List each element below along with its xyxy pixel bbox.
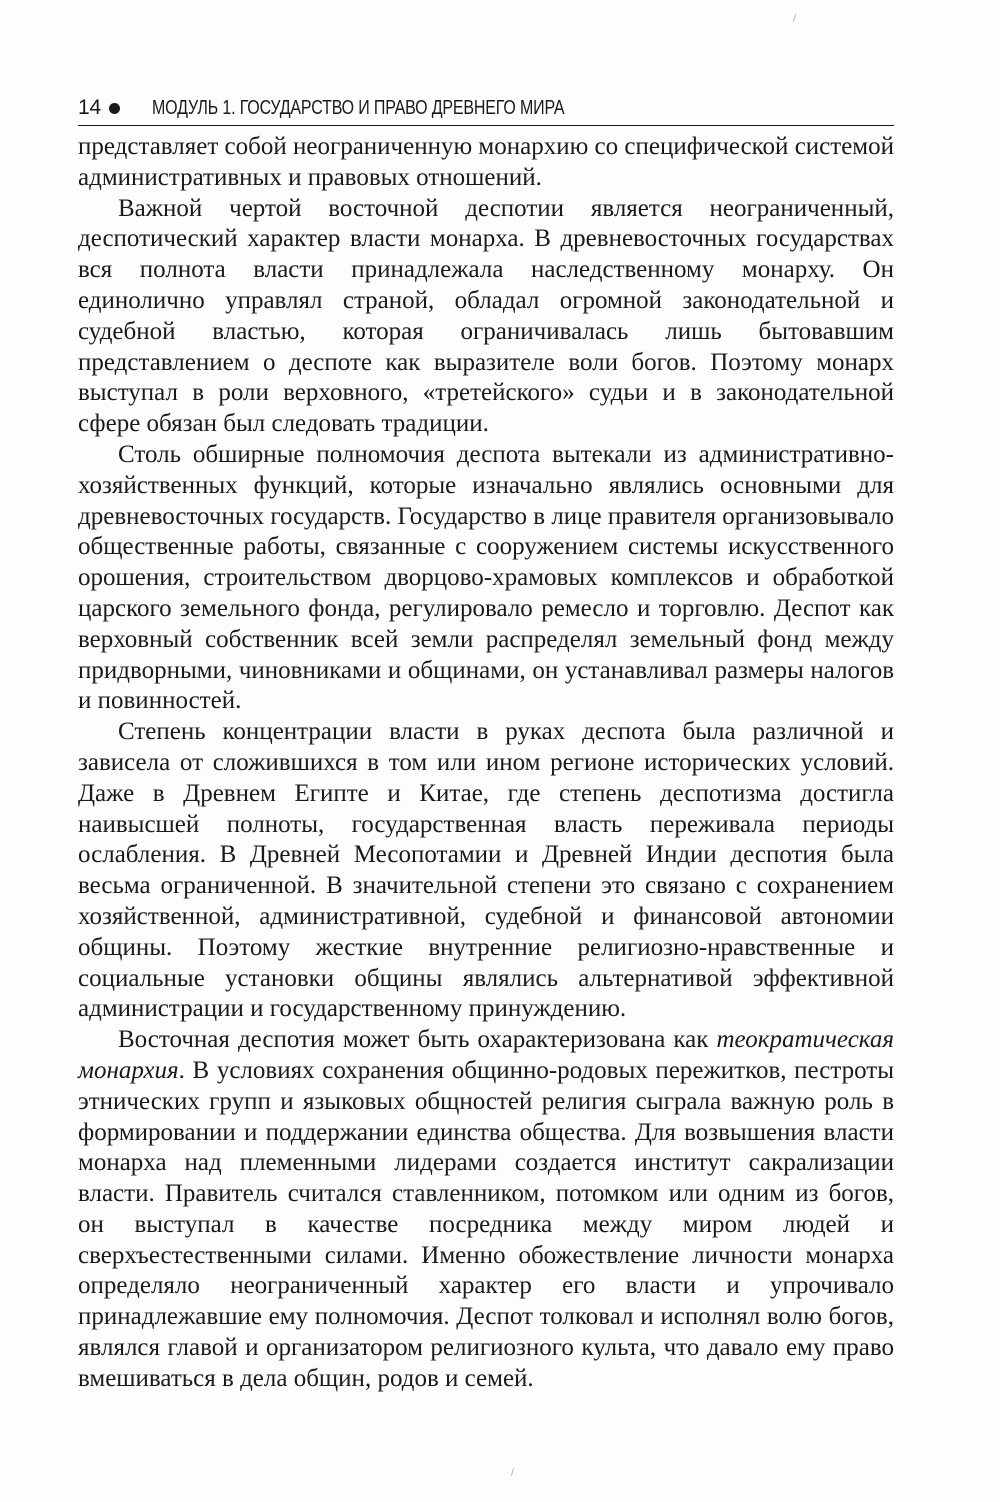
scan-speck — [793, 14, 796, 22]
paragraph: Степень концентрации власти в руках деспота была различной и зависела от сложившихся в том или ином регионе исторических условий. Даже в Древнем Египте и Китае, где степень деспотизма достигла наивысшей полноты, государственная власть переживала периоды ослабления. В Древней Месопотамии и Древней Индии деспотия была весьма ограниченной. В значительной степени это связано с сохранением хозяйственной, административной, судебной и финансовой автономии общины. Поэтому жесткие внутренние религиозно-нравственные и социальные установки общины являлись альтернативой эффективной администрации и государственному принуждению. — [78, 718, 894, 1023]
running-header-title: МОДУЛЬ 1. ГОСУДАРСТВО И ПРАВО ДРЕВНЕГО МИРА — [151, 96, 565, 119]
body-text — [78, 132, 894, 1395]
page-number: 14 — [78, 96, 101, 119]
paragraph — [78, 1025, 894, 1395]
paragraph: Столь обширные полномочия деспота вытекали из административно-хозяйственных функций, которые изначально являлись основными для древневосточных государств. Государство в лице правителя организовывало общественные работы, связанные с сооружением системы искусственного орошения, строительством дворцово-храмовых комплексов и обработкой царского земельного фонда, регулировало ремесло и торговлю. Деспот как верховный собственник всей земли распределял земельный фонд между придворными, чиновниками и общинами, он устанавливал размеры налогов и повинностей. — [78, 440, 895, 715]
scan-speck — [511, 1468, 514, 1476]
paragraph: Важной чертой восточной деспотии является неограниченный, деспотический характер власти монарха. В древневосточных государствах вся полнота власти принадлежала наследственному монарху. Он единолично управлял страной, обладал огромной законодательной и судебной властью, которая ограничивалась лишь бытовавшим представлением о деспоте как выразителе воли богов. Поэтому монарх выступал в роли верховного, «третейского» судьи и в законодательной сфере обязан был следовать традиции. — [78, 194, 894, 438]
bullet-icon — [109, 103, 120, 114]
emphasis-term: теократическая монархия — [78, 1026, 894, 1084]
paragraph-continued: представляет собой неограниченную монархию со специфической системой административных и правовых отношений. — [78, 133, 894, 191]
running-header — [78, 88, 894, 126]
book-page — [78, 88, 894, 1395]
paragraph-text-start: Восточная деспотия может быть охарактеризована как — [118, 1026, 717, 1054]
paragraph-text-end: . В условиях сохранения общинно-родовых пережитков, пестроты этнических групп и языковых общностей религия сыграла важную роль в формировании и поддержании единства общества. Для возвышения власти монарха над племенными лидерами создается институт сакрализации власти. Правитель считался ставленником, потомком или одним из богов, он выступал в качестве посредника между миром людей и сверхъестественными силами. Именно обожествление личности монарха определяло неограниченный характер его власти и упрочивало принадлежавшие ему полномочия. Деспот толковал и исполнял волю богов, являлся главой и организатором религиозного культа, что давало ему право вмешиваться в дела общин, родов и семей. — [78, 1056, 894, 1392]
